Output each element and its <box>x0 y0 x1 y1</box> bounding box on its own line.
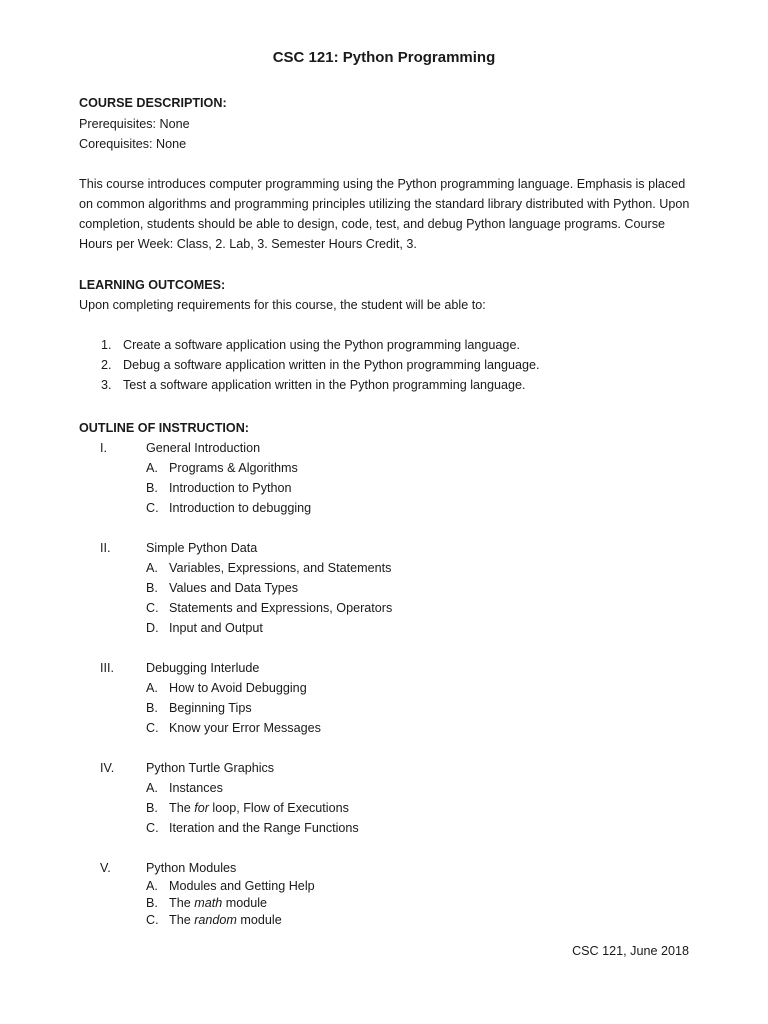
page-footer: CSC 121, June 2018 <box>572 944 689 958</box>
list-letter: A. <box>146 561 158 575</box>
list-letter: B. <box>146 481 158 495</box>
list-item <box>100 895 315 912</box>
list-item <box>101 355 540 375</box>
list-item-text: Beginning Tips <box>169 701 252 715</box>
list-letter: B. <box>146 581 158 595</box>
outline-section-5 <box>100 858 315 929</box>
list-item <box>100 478 311 498</box>
list-letter: A. <box>146 681 158 695</box>
list-item-text: Instances <box>169 781 223 795</box>
list-item-text: Iteration and the Range Functions <box>169 821 359 835</box>
list-item <box>100 558 392 578</box>
outline-section-3 <box>100 658 321 738</box>
list-item-text-post: loop, Flow of Executions <box>208 801 349 815</box>
list-item <box>100 798 359 818</box>
roman-numeral: I. <box>100 441 107 455</box>
list-item-text-pre: The <box>169 801 195 815</box>
list-item-text: Introduction to debugging <box>169 501 312 515</box>
list-letter: C. <box>146 913 159 927</box>
section-title-row <box>100 858 315 878</box>
roman-numeral: II. <box>100 541 111 555</box>
list-number: 3. <box>101 378 112 392</box>
course-description-paragraph: This course introduces computer programming using the Python programming language. Emphasis is placed on common algorithms and programming principles utilizing the standard library distributed with Python. Upon completion, students should be able to design, code, test, and debug Python language programs. Course Hours per Week: Class, 2. Lab, 3. Semester Hours Credit, 3. <box>79 177 690 251</box>
list-letter: C. <box>146 721 159 735</box>
list-item <box>101 375 540 395</box>
list-item-text: Values and Data Types <box>169 581 299 595</box>
roman-numeral: IV. <box>100 761 115 775</box>
list-item <box>100 818 359 838</box>
section-title-row <box>100 538 392 558</box>
list-item <box>100 618 392 638</box>
list-item <box>100 498 311 518</box>
list-item <box>100 912 315 929</box>
list-item-text-pre: The <box>169 913 195 927</box>
corequisites-line: Corequisites: None <box>79 137 187 151</box>
section-title-row <box>100 438 311 458</box>
list-item-text: Create a software application using the Python programming language. <box>123 338 520 352</box>
list-item <box>100 578 392 598</box>
list-item <box>100 778 359 798</box>
section-title: Python Turtle Graphics <box>146 761 275 775</box>
list-item <box>101 335 540 355</box>
learning-outcomes-list <box>101 335 540 395</box>
list-number: 1. <box>101 338 112 352</box>
list-item-text: Programs & Algorithms <box>169 461 298 475</box>
list-item-text-post: module <box>236 913 282 927</box>
list-item-text-emphasis: math <box>194 896 223 910</box>
list-item-text: Introduction to Python <box>169 481 292 495</box>
section-title: Python Modules <box>146 861 237 875</box>
section-title: Debugging Interlude <box>146 661 260 675</box>
list-item-text: Modules and Getting Help <box>169 879 315 893</box>
prerequisites-line: Prerequisites: None <box>79 117 190 131</box>
list-item-text: Variables, Expressions, and Statements <box>169 561 392 575</box>
list-number: 2. <box>101 358 112 372</box>
list-letter: A. <box>146 461 158 475</box>
outline-section-1 <box>100 438 311 518</box>
roman-numeral: V. <box>100 861 111 875</box>
list-item-text-post: module <box>222 896 268 910</box>
outline-heading: OUTLINE OF INSTRUCTION: <box>79 421 250 435</box>
list-letter: C. <box>146 601 159 615</box>
learning-outcomes-intro: Upon completing requirements for this course, the student will be able to: <box>79 298 486 312</box>
list-item-text: Debug a software application written in the Python programming language. <box>123 358 540 372</box>
course-description-heading: COURSE DESCRIPTION: <box>79 96 227 110</box>
section-title-row <box>100 658 321 678</box>
learning-outcomes-heading: LEARNING OUTCOMES: <box>79 278 226 292</box>
document-title: CSC 121: Python Programming <box>272 49 496 66</box>
list-item <box>100 678 321 698</box>
list-item-text-emphasis: for <box>194 801 209 815</box>
list-item <box>100 458 311 478</box>
list-item <box>100 718 321 738</box>
list-item-text: Test a software application written in the Python programming language. <box>123 378 526 392</box>
list-letter: B. <box>146 801 158 815</box>
list-item-text-emphasis: random <box>194 913 237 927</box>
outline-section-4 <box>100 758 359 838</box>
list-item <box>100 878 315 895</box>
section-title: General Introduction <box>146 441 261 455</box>
outline-section-2 <box>100 538 392 638</box>
list-letter: A. <box>146 879 158 893</box>
list-item-text: Statements and Expressions, Operators <box>169 601 393 615</box>
list-letter: D. <box>146 621 159 635</box>
section-title: Simple Python Data <box>146 541 258 555</box>
section-title-row <box>100 758 359 778</box>
list-item <box>100 698 321 718</box>
list-item <box>100 598 392 618</box>
list-letter: A. <box>146 781 158 795</box>
roman-numeral: III. <box>100 661 114 675</box>
list-item-text: Know your Error Messages <box>169 721 321 735</box>
list-letter: C. <box>146 821 159 835</box>
list-letter: C. <box>146 501 159 515</box>
list-item-text: Input and Output <box>169 621 263 635</box>
list-letter: B. <box>146 701 158 715</box>
list-item-text-pre: The <box>169 896 195 910</box>
list-letter: B. <box>146 896 158 910</box>
list-item-text: How to Avoid Debugging <box>169 681 307 695</box>
